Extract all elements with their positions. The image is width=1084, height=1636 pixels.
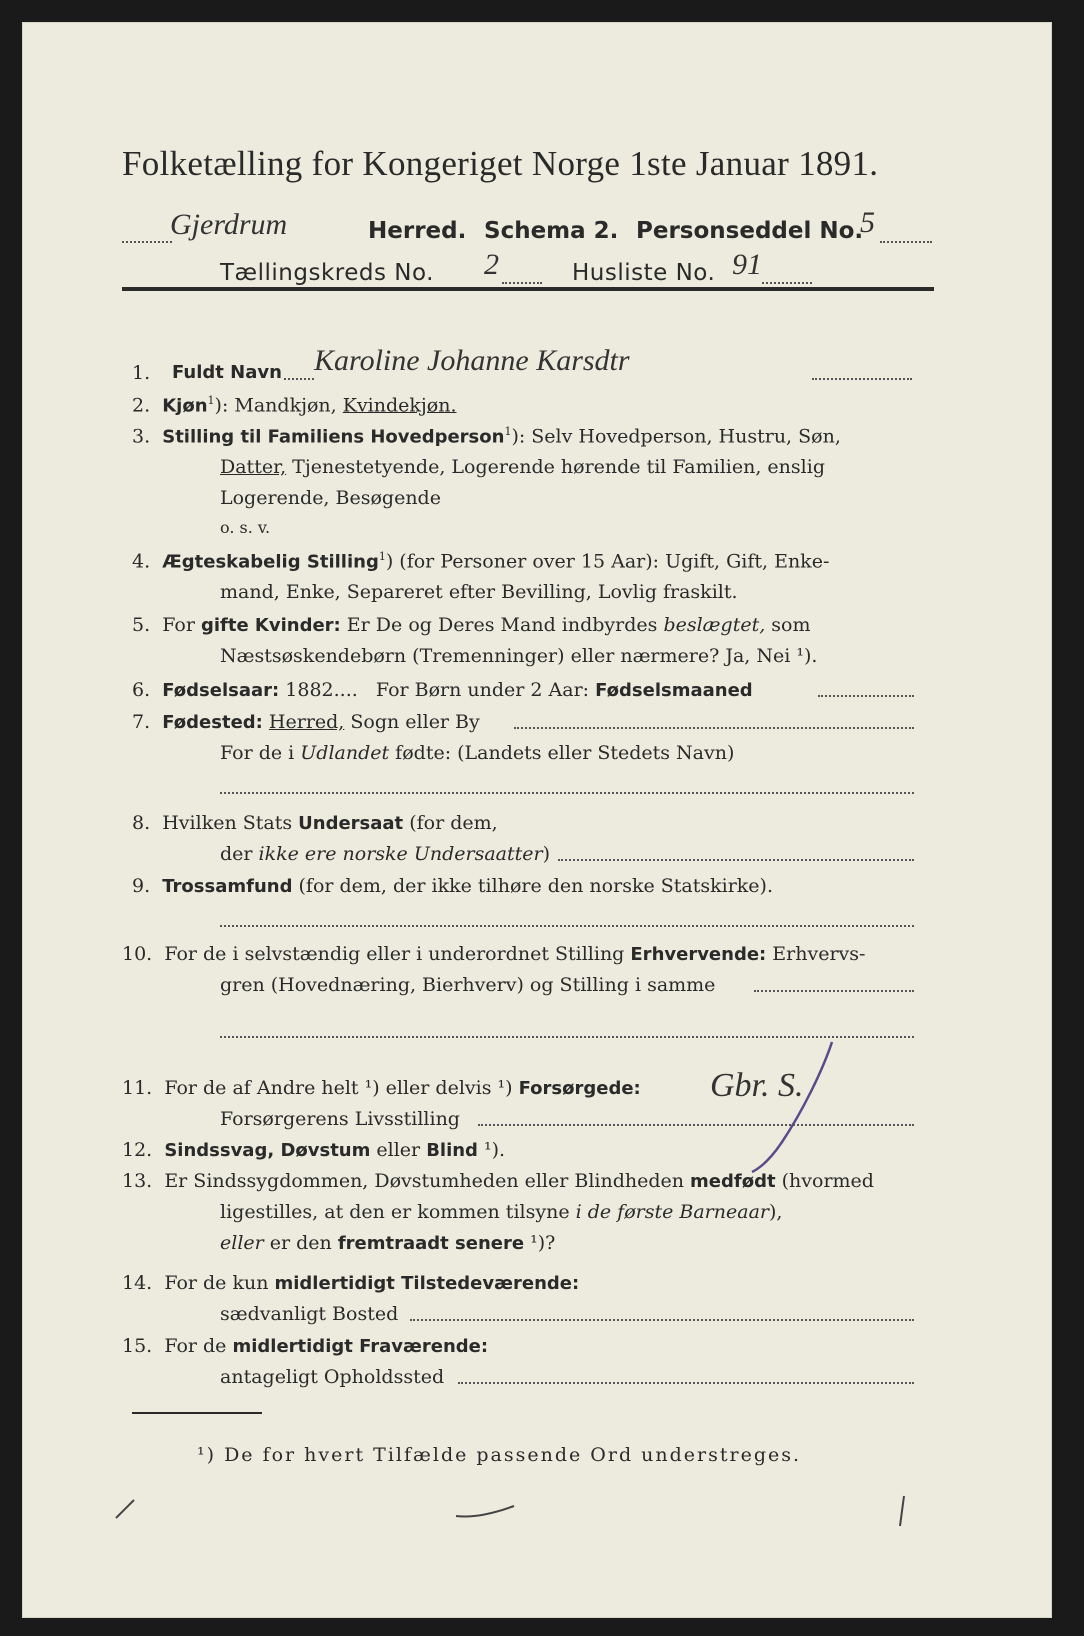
item-10-line-2: gren (Hovednæring, Bierhverv) og Stilling i samme bbox=[220, 974, 716, 996]
dotted-line bbox=[812, 378, 912, 380]
full-name-value: Karoline Johanne Karsdtr bbox=[314, 344, 630, 377]
footnote: ¹) De for hvert Tilfælde passende Ord understreges. bbox=[197, 1444, 802, 1466]
pencil-mark bbox=[112, 1492, 142, 1522]
dotted-line bbox=[220, 792, 914, 794]
item-4-line-1: 4. Ægteskabelig Stilling$^1$) (for Personer over 15 Aar): Ugift, Gift, Enke- bbox=[132, 550, 830, 573]
item-5-line-2: Næstsøskendebørn (Tremenninger) eller nærmere? Ja, Nei ¹). bbox=[220, 645, 818, 667]
selected-option: Datter, bbox=[220, 456, 287, 478]
selected-option: Herred, bbox=[268, 711, 345, 733]
item-label: Fuldt Navn bbox=[172, 362, 282, 383]
herred-label: Herred. bbox=[368, 218, 467, 244]
dotted-line bbox=[818, 695, 914, 697]
item-14-line-1: 14. For de kun midlertidigt Tilstedeværende: bbox=[122, 1272, 580, 1294]
dotted-line bbox=[220, 925, 914, 927]
husliste-label: Husliste No. bbox=[572, 260, 716, 286]
dotted-line bbox=[880, 241, 932, 243]
handwritten-stroke bbox=[682, 1032, 862, 1182]
item-8-line-1: 8. Hvilken Stats Undersaat (for dem, bbox=[132, 812, 498, 834]
item-4-line-2: mand, Enke, Separeret efter Bevilling, Lovlig fraskilt. bbox=[220, 581, 738, 603]
item-13-line-3: eller er den fremtraadt senere ¹)? bbox=[220, 1232, 556, 1254]
husliste-no: 91 bbox=[732, 248, 762, 281]
dotted-line bbox=[514, 727, 914, 729]
item-9-line: 9. Trossamfund (for dem, der ikke tilhøre den norske Statskirke). bbox=[132, 875, 773, 897]
item-3-line-1: 3. Stilling til Familiens Hovedperson$^1$): Selv Hovedperson, Hustru, Søn, bbox=[132, 425, 841, 448]
selected-option: Kvindekjøn. bbox=[342, 394, 457, 417]
item-2-line: 2. Kjøn$^1$): Mandkjøn, Kvindekjøn. bbox=[132, 394, 457, 417]
item-10-line-1: 10. For de i selvstændig eller i underordnet Stilling Erhvervende: Erhvervs- bbox=[122, 943, 866, 965]
dotted-line bbox=[502, 282, 542, 284]
item-8-line-2: der ikke ere norske Undersaatter) bbox=[220, 843, 550, 865]
item-7-line-2: For de i Udlandet fødte: (Landets eller Stedets Navn) bbox=[220, 742, 735, 764]
dotted-line bbox=[122, 241, 172, 243]
dotted-line bbox=[458, 1382, 914, 1384]
personseddel-no: 5 bbox=[860, 206, 875, 239]
form-title: Folketælling for Kongeriget Norge 1ste Januar 1891. bbox=[122, 144, 879, 183]
header-rule bbox=[122, 287, 934, 291]
kreds-no: 2 bbox=[484, 248, 499, 281]
schema-label: Schema 2. bbox=[484, 218, 619, 244]
item-13-line-1: 13. Er Sindssygdommen, Døvstumheden eller Blindheden medfødt (hvormed bbox=[122, 1170, 874, 1192]
item-15-line-2: antageligt Opholdssted bbox=[220, 1366, 445, 1388]
kreds-label: Tællingskreds No. bbox=[220, 260, 434, 286]
pencil-mark bbox=[892, 1492, 912, 1532]
census-form-page bbox=[22, 22, 1052, 1618]
birth-year-value: 1882 bbox=[285, 679, 334, 701]
item-5-line-1: 5. For gifte Kvinder: Er De og Deres Mand indbyrdes beslægtet, som bbox=[132, 614, 811, 636]
forsorget-value: Gbr. S. bbox=[710, 1067, 804, 1104]
dotted-line bbox=[410, 1319, 914, 1321]
item-number: 1. bbox=[132, 362, 151, 384]
item-11-line-1: 11. For de af Andre helt ¹) eller delvis ¹) Forsørgede: bbox=[122, 1077, 641, 1099]
dotted-line bbox=[558, 859, 914, 861]
footnote-rule bbox=[132, 1412, 262, 1414]
item-15-line-1: 15. For de midlertidigt Fraværende: bbox=[122, 1335, 489, 1357]
item-3-line-2: Datter, Tjenestetyende, Logerende hørende til Familien, enslig bbox=[220, 456, 825, 478]
item-6-line: 6. Fødselsaar: 1882.... For Børn under 2 Aar: Fødselsmaaned bbox=[132, 679, 753, 701]
dotted-line bbox=[762, 282, 812, 284]
personseddel-label: Personseddel No. bbox=[636, 218, 864, 244]
item-3-line-3: Logerende, Besøgende bbox=[220, 487, 441, 509]
item-12-line: 12. Sindssvag, Døvstum eller Blind ¹). bbox=[122, 1139, 506, 1161]
item-14-line-2: sædvanligt Bosted bbox=[220, 1303, 399, 1325]
item-3-line-4: o. s. v. bbox=[220, 518, 271, 537]
item-7-line-1: 7. Fødested: Herred, Sogn eller By bbox=[132, 711, 480, 733]
item-13-line-2: ligestilles, at den er kommen tilsyne i de første Barneaar), bbox=[220, 1201, 783, 1223]
herred-value: Gjerdrum bbox=[170, 208, 288, 241]
dotted-line bbox=[754, 990, 914, 992]
dotted-line bbox=[284, 378, 314, 380]
item-11-line-2: Forsørgerens Livsstilling bbox=[220, 1108, 460, 1130]
pencil-mark bbox=[452, 1502, 522, 1522]
